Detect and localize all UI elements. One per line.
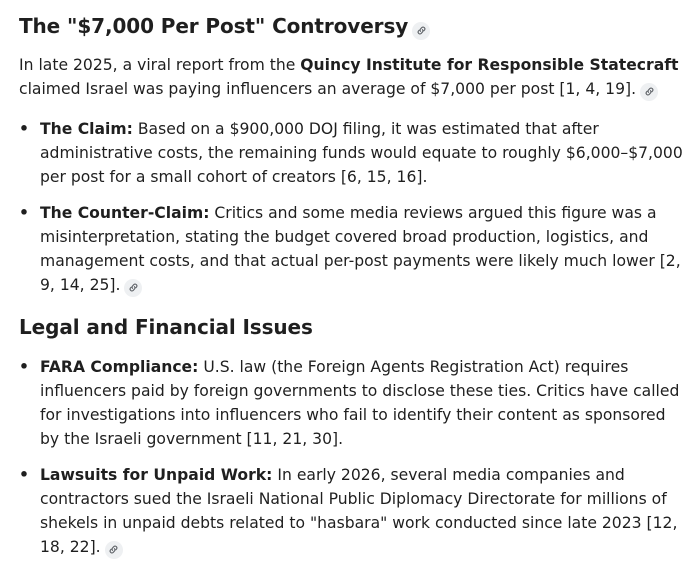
item-text: Based on a $900,000 DOJ filing, it was estimated that after administrative costs, the remaining funds would equate to roughly $6,000–$7,000 per post for a small cohort of creators [6, 15, 16]. bbox=[40, 120, 683, 186]
response-content bbox=[19, 0, 683, 559]
link-icon bbox=[416, 25, 427, 36]
intro-source-link-chip[interactable] bbox=[640, 83, 658, 101]
bullet: • bbox=[19, 358, 29, 376]
item-label: The Claim: bbox=[40, 120, 133, 138]
item-text: U.S. law (the Foreign Agents Registration Act) requires influencers paid by foreign governments to disclose these ties. Critics have called for investigations into influencers who fail to identify their content as sponsored by the Israeli government [11, 21, 30]. bbox=[40, 358, 680, 448]
intro-paragraph: In late 2025, a viral report from the Quincy Institute for Responsible Statecraft claimed Israel was paying influencers an average of $7,000 per post [1, 4, 19]. bbox=[19, 53, 683, 101]
section-heading-legal: Legal and Financial Issues bbox=[19, 315, 313, 339]
list-item bbox=[19, 463, 683, 559]
item-text: In early 2026, several media companies and contractors sued the Israeli National Public Diplomacy Directorate for millions of shekels in unpaid debts related to "hasbara" work conducted since late 2023 [12, 18, 22]. bbox=[40, 466, 678, 556]
bullet: • bbox=[19, 120, 29, 138]
item-label: Lawsuits for Unpaid Work: bbox=[40, 466, 273, 484]
counter-claim-source-link-chip[interactable] bbox=[124, 279, 142, 297]
link-icon bbox=[644, 86, 655, 97]
item-label: FARA Compliance: bbox=[40, 358, 199, 376]
link-icon bbox=[108, 544, 119, 555]
list-item bbox=[19, 117, 683, 189]
lawsuits-source-link-chip[interactable] bbox=[105, 541, 123, 559]
legal-issues-list bbox=[19, 355, 683, 559]
section-heading-controversy: The "$7,000 Per Post" Controversy bbox=[19, 12, 683, 40]
bullet: • bbox=[19, 204, 29, 222]
link-icon bbox=[128, 282, 139, 293]
bullet: • bbox=[19, 466, 29, 484]
controversy-list bbox=[19, 117, 683, 297]
list-item bbox=[19, 201, 683, 297]
list-item bbox=[19, 355, 683, 451]
quincy-institute-name: Quincy Institute for Responsible Statecraft bbox=[300, 56, 679, 74]
heading-source-link-chip[interactable] bbox=[412, 22, 430, 40]
item-label: The Counter-Claim: bbox=[40, 204, 210, 222]
item-text: Critics and some media reviews argued this figure was a misinterpretation, stating the budget covered broad production, logistics, and management costs, and that actual per-post payments were likely much lower [2, 9, 14, 25]. bbox=[40, 204, 681, 294]
